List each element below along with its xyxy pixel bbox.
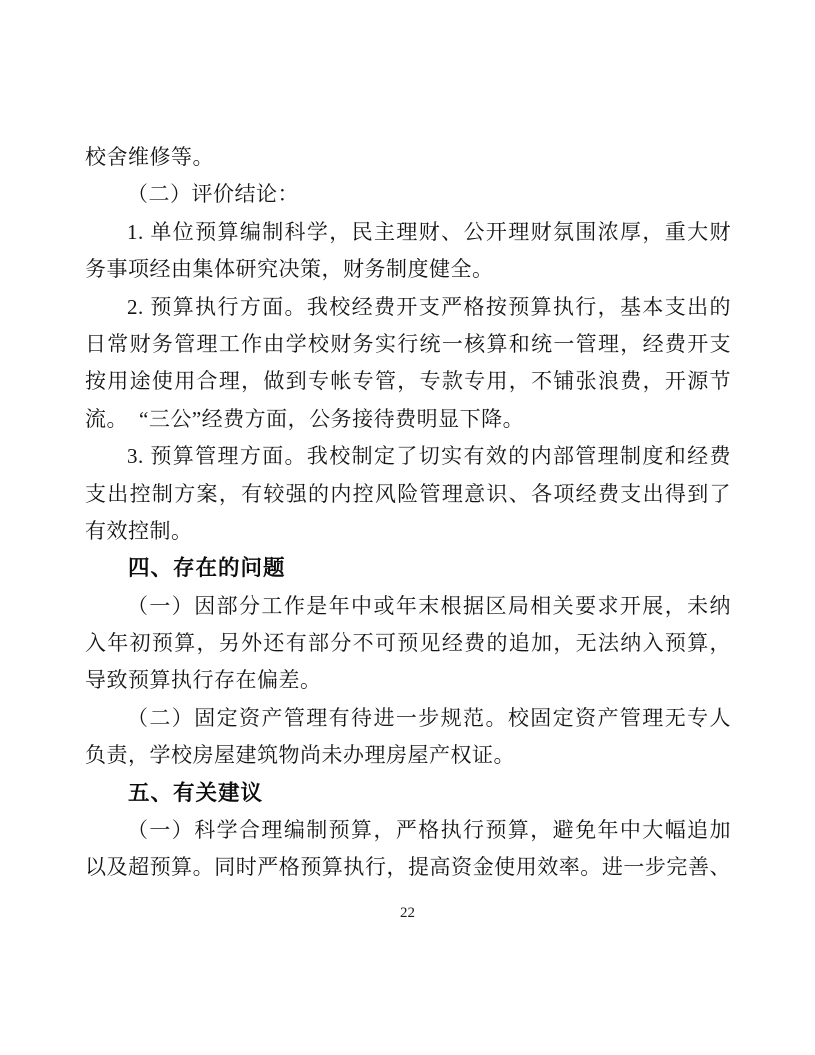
text-line: （二）评价结论： xyxy=(127,182,299,207)
text-line: （二）固定资产管理有待进一步规范。校固定资产管理无专人 xyxy=(127,705,731,730)
document-body xyxy=(85,139,731,887)
text-line: （一）因部分工作是年中或年末根据区局相关要求开展，未纳 xyxy=(127,593,731,618)
section-heading: 四、存在的问题 xyxy=(128,556,286,581)
text-line: 负责，学校房屋建筑物尚未办理房屋产权证。 xyxy=(85,743,515,768)
section-heading: 五、有关建议 xyxy=(128,780,264,805)
text-line: 2. 预算执行方面。我校经费开支严格按预算执行，基本支出的 xyxy=(127,294,731,319)
text-line: 1. 单位预算编制科学，民主理财、公开理财氛围浓厚，重大财 xyxy=(127,219,731,244)
text-line: 导致预算执行存在偏差。 xyxy=(85,668,322,693)
text-line: 流。 “三公”经费方面，公务接待费明显下降。 xyxy=(85,406,525,431)
text-line: 入年初预算，另外还有部分不可预见经费的追加，无法纳入预算， xyxy=(85,631,731,656)
text-line: 务事项经由集体研究决策，财务制度健全。 xyxy=(85,257,494,282)
text-line: 有效控制。 xyxy=(85,518,193,543)
text-line: （一）科学合理编制预算，严格执行预算，避免年中大幅追加 xyxy=(127,818,731,843)
text-line: 校舍维修等。 xyxy=(85,145,214,169)
text-line: 3. 预算管理方面。我校制定了切实有效的内部管理制度和经费 xyxy=(127,444,731,469)
page-number: 22 xyxy=(400,905,415,921)
text-line: 以及超预算。同时严格预算执行，提高资金使用效率。进一步完善、 xyxy=(85,855,731,880)
text-line: 日常财务管理工作由学校财务实行统一核算和统一管理，经费开支 xyxy=(85,331,731,356)
text-line: 按用途使用合理，做到专帐专管，专款专用，不铺张浪费，开源节 xyxy=(85,369,731,394)
text-line: 支出控制方案，有较强的内控风险管理意识、各项经费支出得到了 xyxy=(85,481,731,506)
